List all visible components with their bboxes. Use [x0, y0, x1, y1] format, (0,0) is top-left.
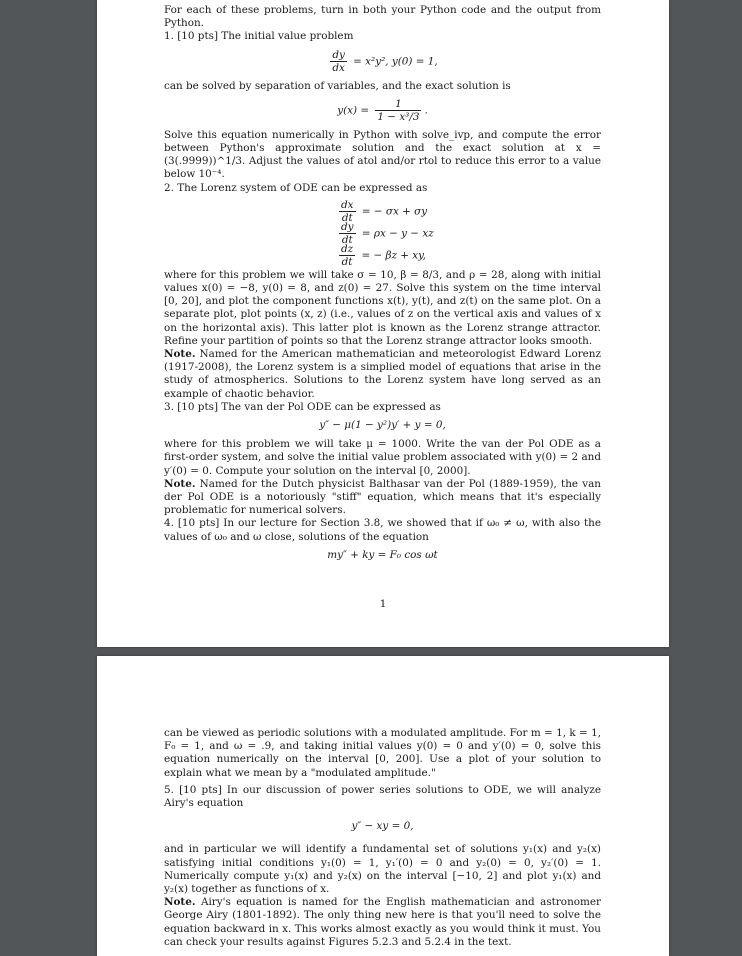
exact-solution-equation [164, 98, 601, 123]
fraction-denominator: dt [341, 233, 353, 246]
fraction-denominator: dt [341, 255, 353, 268]
problem-2-heading: 2. The Lorenz system of ODE can be expressed as [164, 181, 428, 194]
page-1-content [164, 4, 601, 568]
problem-3-heading: 3. [10 pts] The van der Pol ODE can be expressed as [164, 400, 441, 413]
fraction-numerator: dy [332, 48, 345, 61]
problem-2-note [164, 348, 601, 401]
note-text: Named for the Dutch physicist Balthasar van der Pol (1889-1959), the van der Pol ODE is a notoriously "stiff" equation, which means that it's especially problematic for numerical solvers. [164, 477, 601, 517]
fraction-denominator: dx [332, 61, 345, 74]
problem-5-note [164, 896, 601, 949]
equation-rhs: = x²y², y(0) = 1, [353, 55, 438, 68]
problem-5-body: and in particular we will identify a fundamental set of solutions y₁(x) and y₂(x) satisfying initial conditions y₁(0) = 1, y₁′(0) = 0 and y₂(0) = 0, y₂′(0) = 1. Numerically compute y₁(x) and y₂(x) on the interval [−10, 2] and plot y₁(x) and y₂(x) together as functions of x. [164, 843, 601, 896]
note-text: Airy's equation is named for the English mathematician and astronomer George Airy (1801-1892). The only thing new here is that you'll need to solve the equation backward in x. This works almost exactly as you would think it must. You can check your results against Figures 5.2.3 and 5.2.4 in the text. [164, 896, 601, 948]
problem-2-body: where for this problem we will take σ = 10, β = 8/3, and ρ = 28, along with initial values x(0) = −8, y(0) = 8, and z(0) = 27. Solve this system on the time interval [0, 20], and plot the component functions x(t), y(t), and z(t) on the same plot. On a separate plot, plot points (x, z) (i.e., values of z on the vertical axis and values of x on the horizontal axis). This latter plot is known as the Lorenz strange attractor. Refine your partition of points so that the Lorenz strange attractor looks smooth. [164, 268, 601, 347]
van-der-pol-equation: y″ − μ(1 − y²)y′ + y = 0, [319, 419, 446, 432]
document-page-1 [97, 0, 669, 647]
note-label: Note. [164, 896, 196, 909]
problem-3-note [164, 478, 601, 518]
document-page-2 [97, 656, 669, 956]
problem-3-body: where for this problem we will take μ = 1000. Write the van der Pol ODE as a first-order system, and solve the initial value problem associated with y(0) = 2 and y′(0) = 0. Compute your solution on the interval [0, 2000]. [164, 438, 601, 477]
problem-1-text: can be solved by separation of variables, and the exact solution is [164, 79, 511, 92]
note-text: Named for the American mathematician and meteorologist Edward Lorenz (1917-2008), the Lorenz system is a simplied model of equations that arise in the study of atmospherics. Solutions to the Lorenz system have long served as an example of chaotic behavior. [164, 348, 601, 400]
fraction-numerator: dz [341, 242, 354, 255]
problem-1-equation [164, 49, 601, 74]
fraction-denominator: dt [341, 211, 353, 224]
problem-1-body: Solve this equation numerically in Python with solve_ivp, and compute the error between Python's approximate solution and the exact solution at x = (3(.9999))^1/3. Adjust the values of atol and/or rtol to reduce this error to a value below 10⁻⁴. [164, 128, 601, 181]
lorenz-equation-row [339, 198, 601, 224]
equation-rhs: = − σx + σy [361, 205, 428, 218]
lorenz-equation-row [339, 220, 601, 246]
fraction-numerator: dx [341, 198, 354, 211]
page-number: 1 [379, 598, 387, 610]
problem-1-heading: 1. [10 pts] The initial value problem [164, 30, 354, 43]
solution-end: . [424, 104, 428, 117]
fraction-numerator: dy [341, 220, 354, 233]
note-label: Note. [164, 477, 196, 490]
solution-lhs: y(x) = [337, 104, 370, 117]
equation-rhs: = − βz + xy, [361, 249, 426, 262]
forced-oscillator-equation: my″ + ky = F₀ cos ωt [327, 548, 438, 561]
problem-4-continuation: can be viewed as periodic solutions with a modulated amplitude. For m = 1, k = 1, F₀ = 1, and ω = .9, and taking initial values y(0) = 0 and y′(0) = 0, solve this equation numerically on the interval [0, 200]. Use a plot of your solution to explain what we mean by a "modulated amplitude." [164, 727, 601, 779]
solution-fraction [375, 98, 421, 123]
note-label: Note. [164, 348, 196, 361]
problem-4-heading: 4. [10 pts] In our lecture for Section 3.8, we showed that if ω₀ ≠ ω, with also the values of ω₀ and ω close, solutions of the equation [164, 517, 601, 543]
lorenz-system [164, 198, 601, 268]
fraction-numerator: 1 [375, 98, 421, 111]
intro-text: For each of these problems, turn in both your Python code and the output from Python. [164, 4, 601, 30]
fraction-denominator: 1 − x³/3 [377, 110, 420, 123]
lorenz-equation-row [339, 242, 601, 268]
page-2-content [164, 727, 601, 949]
problem-5-heading: 5. [10 pts] In our discussion of power series solutions to ODE, we will analyze Airy's equation [164, 783, 601, 810]
equation-rhs: = ρx − y − xz [361, 227, 434, 240]
derivative-fraction [330, 49, 347, 74]
airy-equation: y″ − xy = 0, [351, 820, 414, 833]
